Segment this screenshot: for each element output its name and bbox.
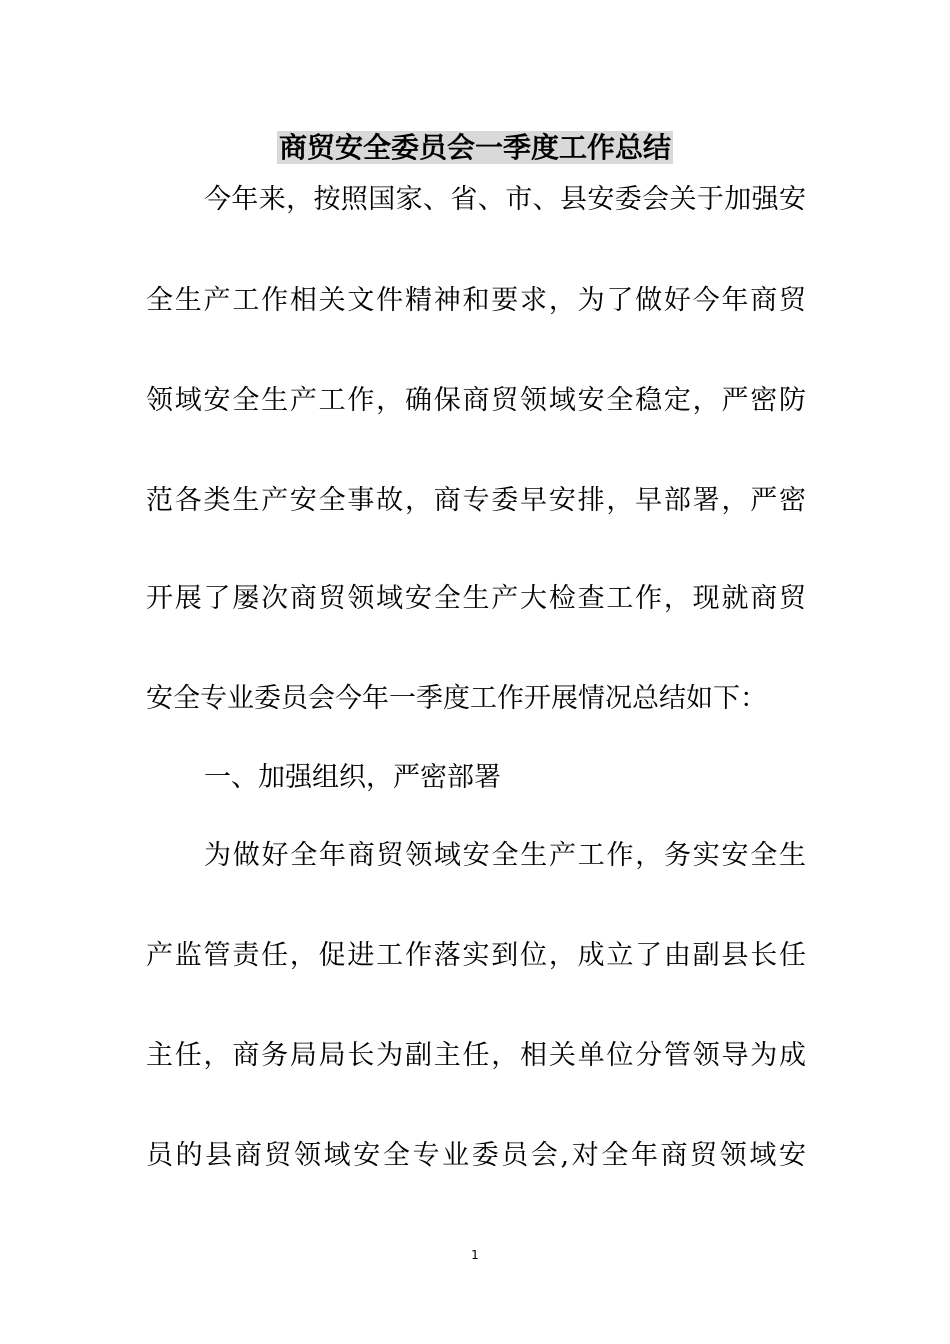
paragraph-line: 产监管责任，促进工作落实到位，成立了由副县长任 bbox=[146, 940, 806, 971]
paragraph-line: 主任，商务局局长为副主任，相关单位分管领导为成 bbox=[146, 1040, 806, 1071]
document-title bbox=[0, 128, 950, 168]
paragraph-line: 开展了屡次商贸领域安全生产大检查工作，现就商贸 bbox=[146, 583, 806, 614]
paragraph-line: 安全专业委员会今年一季度工作开展情况总结如下： bbox=[146, 683, 767, 714]
document-title-text: 商贸安全委员会一季度工作总结 bbox=[278, 131, 671, 164]
page-number: 1 bbox=[471, 1248, 479, 1262]
paragraph-line: 领域安全生产工作，确保商贸领域安全稳定，严密防 bbox=[146, 385, 806, 416]
paragraph-line: 全生产工作相关文件精神和要求，为了做好今年商贸 bbox=[146, 285, 806, 316]
paragraph-line: 今年来，按照国家、省、市、县安委会关于加强安 bbox=[204, 184, 806, 215]
paragraph-line: 为做好全年商贸领域安全生产工作，务实安全生 bbox=[204, 840, 806, 871]
paragraph-line: 员的县商贸领域安全专业委员会,对全年商贸领域安 bbox=[146, 1140, 806, 1171]
section-heading: 一、加强组织，严密部署 bbox=[204, 762, 501, 793]
paragraph-line: 范各类生产安全事故，商专委早安排，早部署，严密 bbox=[146, 485, 806, 516]
